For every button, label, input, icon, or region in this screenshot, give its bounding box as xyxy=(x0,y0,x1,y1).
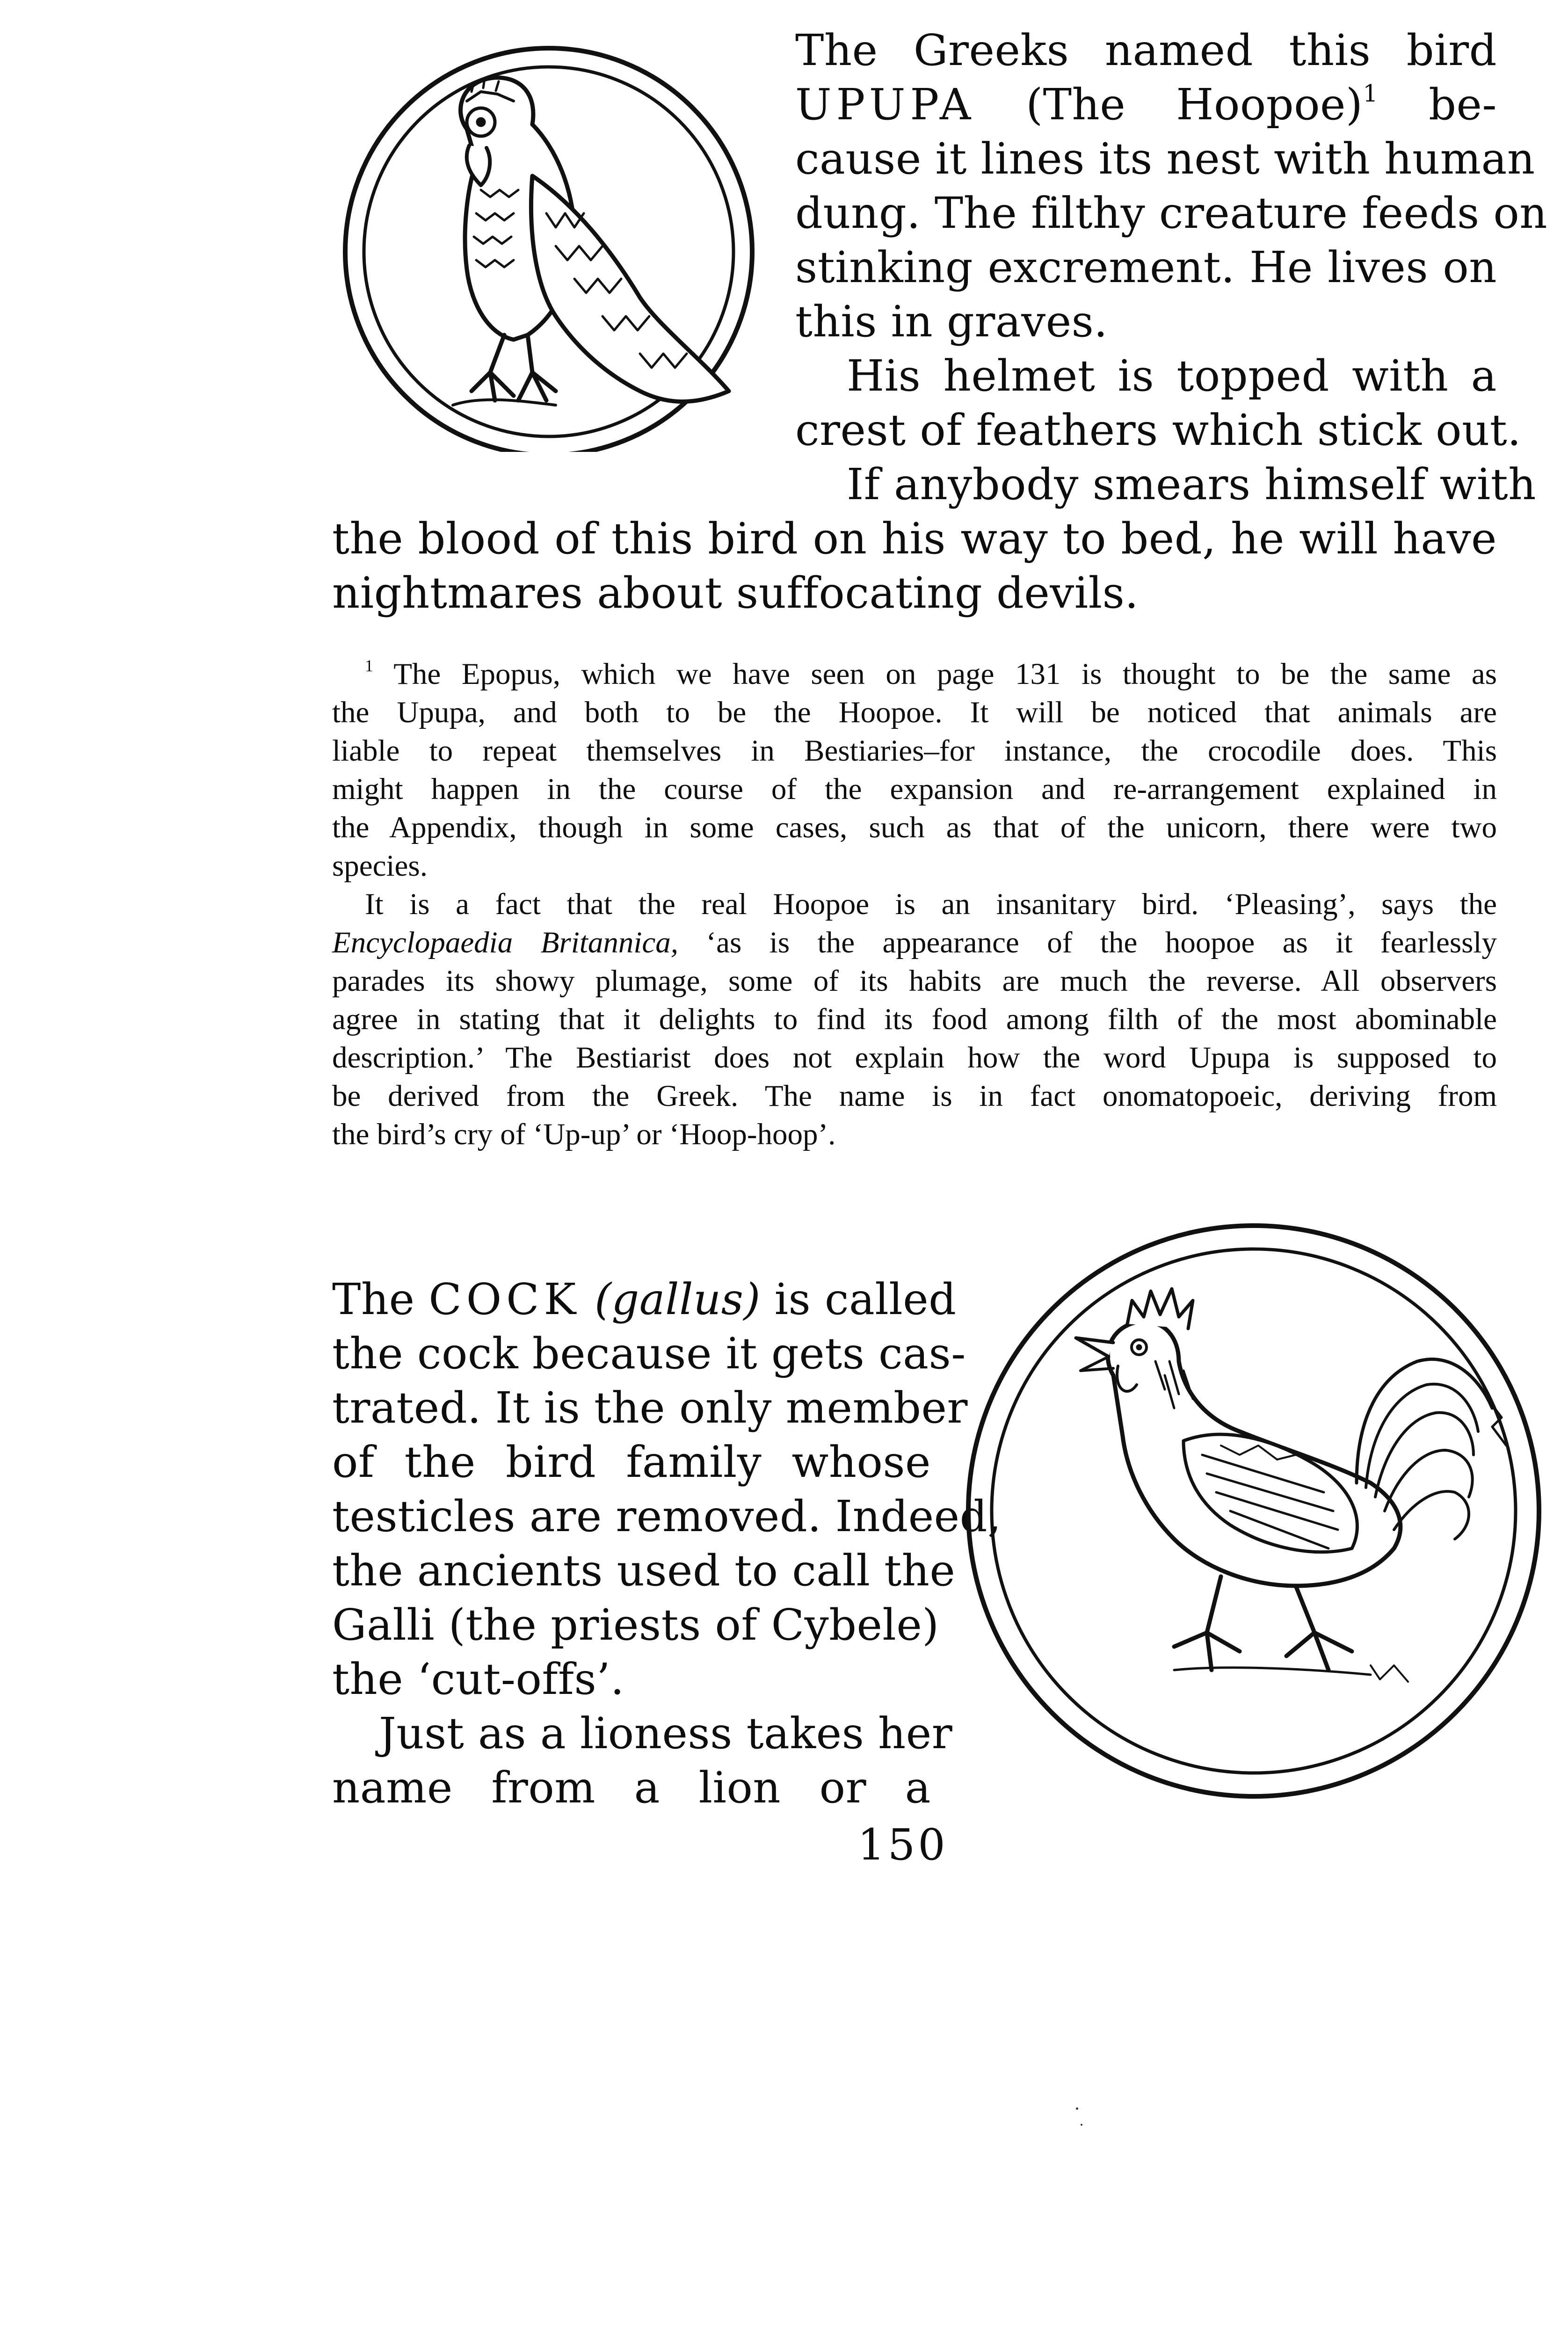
rooster-illustration xyxy=(959,1221,1548,1801)
hoopoe-line-5: stinking excrement. He lives on xyxy=(795,242,1497,292)
speck xyxy=(1081,2124,1082,2126)
cock-line-10: name from a lion or a xyxy=(332,1763,931,1813)
cock-line-7: Galli (the priests of Cybele) xyxy=(332,1600,939,1650)
footnote-para2-line-2: Encyclopaedia Britannica, ‘as is the appearance of the hoopoe as it fearlessly xyxy=(332,926,1497,959)
footnote-line-2: the Upupa, and both to be the Hoopoe. It will be noticed that animals are xyxy=(332,696,1497,729)
upupa-caps: UPUPA xyxy=(795,80,976,130)
hoopoe-line-7: His helmet is topped with a xyxy=(847,351,1497,401)
hoopoe-line-8: crest of feathers which stick out. xyxy=(795,405,1521,455)
britannica-title: Encyclopaedia Britannica, xyxy=(332,926,678,959)
footnote-line-5: the Appendix, though in some cases, such as that of the unicorn, there were two xyxy=(332,811,1497,844)
footnote-para2-line-7: the bird’s cry of ‘Up-up’ or ‘Hoop-hoop’. xyxy=(332,1118,836,1151)
cock-line-2: the cock because it gets cas- xyxy=(332,1329,966,1379)
hoopoe-line-4: dung. The filthy creature feeds on xyxy=(795,188,1548,238)
hoopoe-line-1: The Greeks named this bird xyxy=(795,25,1497,75)
cock-line-9: Just as a lioness takes her xyxy=(379,1708,953,1758)
cock-line-1: The COCK (gallus) is called xyxy=(332,1274,957,1324)
footnote-para2-line-6: be derived from the Greek. The name is in fact onomatopoeic, deriving from xyxy=(332,1079,1497,1113)
cock-line-4: of the bird family whose xyxy=(332,1437,931,1487)
hoopoe-illustration xyxy=(312,36,790,452)
speck xyxy=(1076,2107,1078,2110)
footnote-para2-line-1: It is a fact that the real Hoopoe is an insanitary bird. ‘Pleasing’, says the xyxy=(365,887,1497,921)
hoopoe-line-9: If anybody smears himself with xyxy=(847,459,1536,509)
footnote-ref: 1 xyxy=(1363,80,1379,108)
hoopoe-line-3: cause it lines its nest with human xyxy=(795,134,1535,184)
footnote-para2-line-5: description.’ The Bestiarist does not explain how the word Upupa is supposed to xyxy=(332,1041,1497,1075)
cock-line-3: trated. It is the only member xyxy=(332,1383,968,1433)
cock-line-6: the ancients used to call the xyxy=(332,1546,956,1596)
footnote-line-3: liable to repeat themselves in Bestiaries–for instance, the crocodile does. This xyxy=(332,734,1497,768)
footnote-line-6: species. xyxy=(332,849,428,883)
page-number: 150 xyxy=(857,1820,948,1870)
hoopoe-line-6: this in graves. xyxy=(795,297,1108,347)
footnote-para2-line-3: parades its showy plumage, some of its habits are much the reverse. All observers xyxy=(332,964,1497,998)
cock-caps: COCK xyxy=(428,1274,581,1324)
hoopoe-line-11: nightmares about suffocating devils. xyxy=(332,568,1139,618)
hoopoe-line-10: the blood of this bird on his way to bed, he will have xyxy=(332,514,1497,564)
footnote-para2-line-4: agree in stating that it delights to find its food among filth of the most abominable xyxy=(332,1002,1497,1036)
footnote-line-1: $^1$ The Epopus, which we have seen on page 131 is thought to be the same as xyxy=(365,656,1497,691)
footnote-line-4: might happen in the course of the expansion and re-arrangement explained in xyxy=(332,772,1497,806)
cock-line-8: the ‘cut-offs’. xyxy=(332,1654,624,1704)
hoopoe-line-2: UPUPA (The Hoopoe)$^1$ be- xyxy=(795,80,1497,130)
cock-line-5: testicles are removed. Indeed, xyxy=(332,1491,1002,1541)
